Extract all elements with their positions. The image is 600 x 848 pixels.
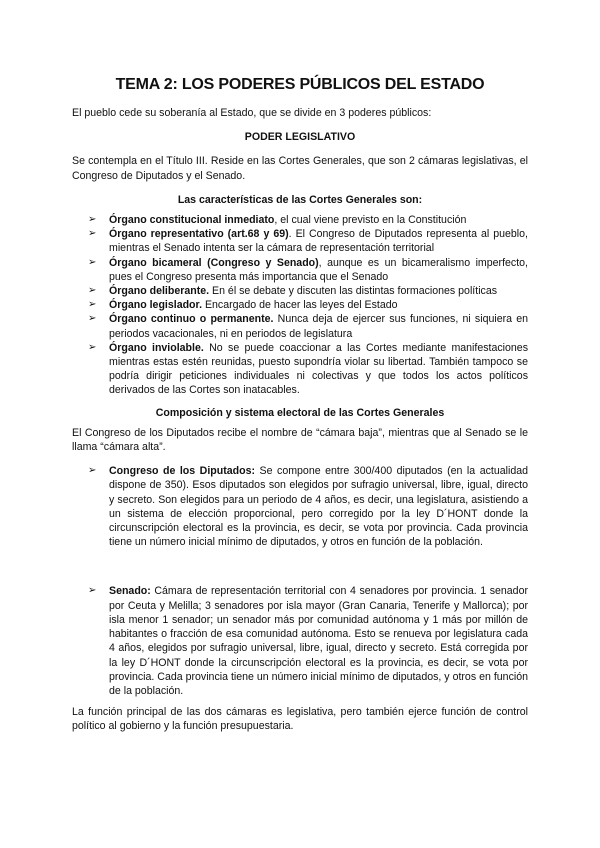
item-text: , aunque es un bicameralismo imperfecto, pues el Congreso presenta más importancia que el Senado	[109, 256, 528, 283]
item-bold: Órgano legislador.	[109, 299, 203, 312]
arrow-bullet-icon: ➢	[88, 285, 97, 297]
caracteristicas-list	[72, 213, 528, 398]
item-text: Nunca deja de ejercer sus funciones, ni siquiera en periodos vacacionales, ni en periodos de legislatura	[109, 313, 529, 340]
arrow-bullet-icon: ➢	[88, 214, 97, 226]
item-text: No se puede coaccionar a las Cortes mediante manifestaciones mientras estas estén reunidas, puesto supondría violar su libertad. También tampoco se podría dirigir peticiones individuales ni colectivas y que todos los actos políticos derivados de las Cortes son inatacables.	[109, 341, 528, 397]
legislativo-heading: PODER LEGISLATIVO	[244, 131, 356, 144]
item-bold: Órgano constitucional inmediato	[109, 214, 275, 227]
item-bold: Congreso de los Diputados:	[109, 465, 256, 478]
caracteristicas-heading: Las características de las Cortes Generales son:	[177, 193, 423, 206]
list-item	[72, 227, 528, 255]
conclusion-paragraph: La función principal de las dos cámaras es legislativa, pero también ejerce función de control político al gobierno y la función presupuestaria.	[72, 706, 528, 733]
item-text: Se compone entre 300/400 diputados (en la actualidad dispone de 350). Esos diputados son elegidos por sufragio universal, libre, igual, directo y secreto. Son elegidos para un periodo de 4 años, es decir, una legislatura, asistiendo a un sistema de elección proporcional, pero corregido por la ley D´HONT donde la circunscripción electoral es la provincia, es decir, se vota por provincia. Cada provincia tiene un número inicial mínimo de diputados, y otros en función de la población.	[109, 465, 528, 549]
item-text: , el cual viene previsto en la Constitución	[274, 214, 467, 227]
item-text: Cámara de representación territorial con 4 senadores por provincia. 1 senador por Ceuta y Melilla; 3 senadores por isla mayor (Gran Canaria, Tenerife y Mallorca); por isla menor 1 senador; un senador más por comunidad autónoma y 1 más por millón de habitantes o fracción de esa comunidad autónoma. Esto se renueva por legislatura cada 4 años, elegidos por sufragio universal, libre, igual, directo y secreto. Está corregida por la ley D´HONT donde la circunscripción electoral es la provincia, es decir, se vota por provincia. Cada provincia tiene un número inicial mínimo de diputados, y otros en función de la población.	[109, 585, 528, 697]
arrow-bullet-icon: ➢	[88, 228, 97, 240]
list-item	[72, 284, 528, 298]
item-text: Encargado de hacer las leyes del Estado	[202, 299, 398, 312]
intro-paragraph: El pueblo cede su soberanía al Estado, que se divide en 3 poderes públicos:	[72, 107, 432, 119]
composicion-paragraph: El Congreso de los Diputados recibe el nombre de “cámara baja”, mientras que al Senado se le llama “cámara alta”.	[72, 426, 528, 454]
composicion-heading: Composición y sistema electoral de las Cortes Generales	[155, 406, 445, 419]
list-item	[72, 213, 528, 227]
list-item	[72, 298, 528, 312]
list-item	[72, 256, 528, 284]
arrow-bullet-icon: ➢	[88, 299, 97, 311]
legislativo-paragraph: Se contempla en el Título III. Reside en las Cortes Generales, que son 2 cámaras legislativas, el Congreso de Diputados y el Senado.	[72, 155, 528, 182]
item-bold: Órgano representativo (art.68 y 69)	[109, 228, 289, 241]
list-item-congreso	[72, 464, 528, 549]
list-item	[72, 341, 528, 398]
item-text: En él se debate y discuten las distintas formaciones políticas	[209, 285, 498, 298]
arrow-bullet-icon: ➢	[88, 313, 97, 325]
arrow-bullet-icon: ➢	[88, 465, 97, 477]
congreso-list	[72, 464, 528, 549]
list-item	[72, 312, 528, 340]
item-bold: Órgano bicameral (Congreso y Senado)	[109, 256, 319, 269]
item-bold: Órgano deliberante.	[109, 285, 210, 298]
item-bold: Senado:	[109, 585, 151, 598]
item-bold: Órgano inviolable.	[109, 341, 204, 354]
senado-list	[72, 584, 528, 698]
item-text: . El Congreso de Diputados representa al pueblo, mientras el Senado intenta ser la cámara de representación territorial	[109, 228, 528, 255]
spacer	[72, 549, 528, 584]
item-bold: Órgano continuo o permanente.	[109, 313, 274, 326]
arrow-bullet-icon: ➢	[88, 341, 97, 353]
list-item-senado	[72, 584, 528, 698]
arrow-bullet-icon: ➢	[88, 585, 97, 597]
arrow-bullet-icon: ➢	[88, 256, 97, 268]
page-title: TEMA 2: LOS PODERES PÚBLICOS DEL ESTADO	[115, 76, 485, 93]
